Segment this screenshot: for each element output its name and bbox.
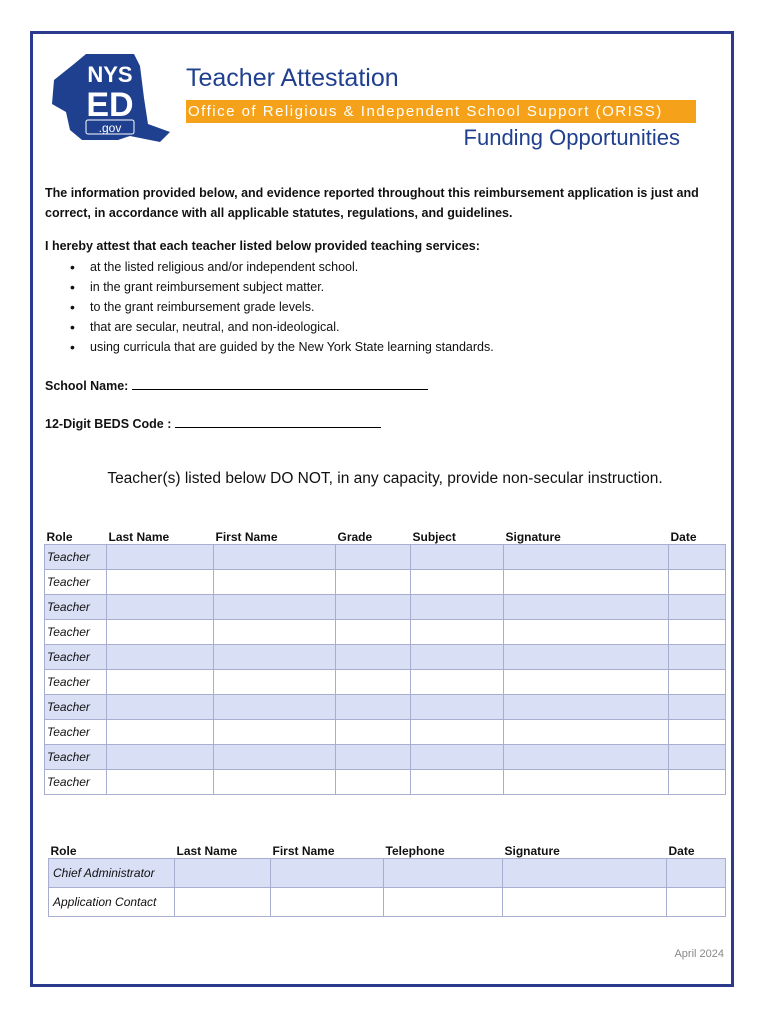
signature-field[interactable] xyxy=(504,545,669,570)
last-name-field[interactable] xyxy=(107,645,214,670)
subject-field[interactable] xyxy=(411,670,504,695)
table-row xyxy=(45,620,726,645)
subject-field[interactable] xyxy=(411,745,504,770)
role-cell: Teacher xyxy=(45,670,107,695)
date-field[interactable] xyxy=(669,545,726,570)
funding-subtitle: Funding Opportunities xyxy=(463,125,680,150)
signature-field[interactable] xyxy=(504,720,669,745)
school-name-label: School Name: xyxy=(45,379,129,393)
col-first-name: First Name xyxy=(272,844,335,858)
role-cell: Application Contact xyxy=(49,888,175,917)
date-field[interactable] xyxy=(669,745,726,770)
teacher-table xyxy=(44,526,726,795)
col-signature: Signature xyxy=(504,844,560,858)
col-grade: Grade xyxy=(337,530,373,544)
col-last-name: Last Name xyxy=(176,844,238,858)
signature-field[interactable] xyxy=(504,695,669,720)
last-name-field[interactable] xyxy=(107,770,214,795)
col-first-name: First Name xyxy=(215,530,278,544)
last-name-field[interactable] xyxy=(175,859,271,888)
grade-field[interactable] xyxy=(336,695,411,720)
intro-statement: The information provided below, and evidence reported throughout this reimbursement application is just and correct, in accordance with all applicable statutes, regulations, and guidelines. xyxy=(45,186,699,220)
table-row xyxy=(45,745,726,770)
col-role: Role xyxy=(46,530,73,544)
col-last-name: Last Name xyxy=(108,530,170,544)
admin-table xyxy=(48,840,726,917)
role-cell: Teacher xyxy=(45,720,107,745)
col-role: Role xyxy=(50,844,77,858)
signature-field[interactable] xyxy=(504,745,669,770)
date-field[interactable] xyxy=(669,695,726,720)
role-cell: Teacher xyxy=(45,645,107,670)
date-field[interactable] xyxy=(669,620,726,645)
first-name-field[interactable] xyxy=(214,620,336,645)
role-cell: Teacher xyxy=(45,620,107,645)
grade-field[interactable] xyxy=(336,670,411,695)
teacher-table-header xyxy=(45,526,726,545)
grade-field[interactable] xyxy=(336,745,411,770)
subject-field[interactable] xyxy=(411,570,504,595)
signature-field[interactable] xyxy=(504,770,669,795)
last-name-field[interactable] xyxy=(107,620,214,645)
subject-field[interactable] xyxy=(411,595,504,620)
logo-nys: NYS xyxy=(87,62,133,87)
school-name-field xyxy=(45,376,428,393)
grade-field[interactable] xyxy=(336,545,411,570)
last-name-field[interactable] xyxy=(107,670,214,695)
signature-field[interactable] xyxy=(504,645,669,670)
subject-field[interactable] xyxy=(411,545,504,570)
table-row xyxy=(45,720,726,745)
signature-field[interactable] xyxy=(504,570,669,595)
attest-item: • in the grant reimbursement subject matter. xyxy=(70,277,494,297)
non-secular-notice: Teacher(s) listed below DO NOT, in any capacity, provide non-secular instruction. xyxy=(107,470,663,487)
beds-code-label: 12-Digit BEDS Code : xyxy=(45,417,172,431)
table-row xyxy=(49,859,726,888)
first-name-field[interactable] xyxy=(271,888,384,917)
telephone-field[interactable] xyxy=(384,859,503,888)
first-name-field[interactable] xyxy=(214,595,336,620)
role-cell: Teacher xyxy=(45,545,107,570)
table-row xyxy=(45,770,726,795)
first-name-field[interactable] xyxy=(271,859,384,888)
col-date: Date xyxy=(670,530,697,544)
first-name-field[interactable] xyxy=(214,770,336,795)
table-row xyxy=(45,595,726,620)
first-name-field[interactable] xyxy=(214,745,336,770)
last-name-field[interactable] xyxy=(107,720,214,745)
table-row xyxy=(49,888,726,917)
table-row xyxy=(45,545,726,570)
first-name-field[interactable] xyxy=(214,720,336,745)
last-name-field[interactable] xyxy=(107,595,214,620)
role-cell: Teacher xyxy=(45,595,107,620)
subject-field[interactable] xyxy=(411,695,504,720)
date-field[interactable] xyxy=(667,859,726,888)
first-name-field[interactable] xyxy=(214,570,336,595)
date-field[interactable] xyxy=(669,770,726,795)
table-row xyxy=(45,670,726,695)
beds-code-input[interactable] xyxy=(175,414,381,428)
attest-lead: I hereby attest that each teacher listed below provided teaching services: xyxy=(45,239,480,253)
date-field[interactable] xyxy=(669,720,726,745)
table-row xyxy=(45,695,726,720)
first-name-field[interactable] xyxy=(214,545,336,570)
table-row xyxy=(45,570,726,595)
subject-field[interactable] xyxy=(411,770,504,795)
date-field[interactable] xyxy=(669,595,726,620)
attest-item: • at the listed religious and/or independent school. xyxy=(70,257,494,277)
role-cell: Teacher xyxy=(45,770,107,795)
attest-list xyxy=(70,257,494,357)
last-name-field[interactable] xyxy=(175,888,271,917)
subject-field[interactable] xyxy=(411,620,504,645)
col-date: Date xyxy=(668,844,695,858)
date-field[interactable] xyxy=(669,645,726,670)
col-telephone: Telephone xyxy=(385,844,445,858)
telephone-field[interactable] xyxy=(384,888,503,917)
last-name-field[interactable] xyxy=(107,545,214,570)
table-row xyxy=(45,645,726,670)
role-cell: Chief Administrator xyxy=(49,859,175,888)
grade-field[interactable] xyxy=(336,595,411,620)
beds-code-field xyxy=(45,414,381,431)
attest-item: • using curricula that are guided by the New York State learning standards. xyxy=(70,337,494,357)
signature-field[interactable] xyxy=(504,670,669,695)
role-cell: Teacher xyxy=(45,570,107,595)
first-name-field[interactable] xyxy=(214,645,336,670)
attest-item: • to the grant reimbursement grade levels. xyxy=(70,297,494,317)
role-cell: Teacher xyxy=(45,695,107,720)
col-signature: Signature xyxy=(505,530,561,544)
role-cell: Teacher xyxy=(45,745,107,770)
last-name-field[interactable] xyxy=(107,695,214,720)
grade-field[interactable] xyxy=(336,770,411,795)
last-name-field[interactable] xyxy=(107,570,214,595)
signature-field[interactable] xyxy=(504,595,669,620)
footer-date: April 2024 xyxy=(674,948,724,960)
grade-field[interactable] xyxy=(336,620,411,645)
admin-table-header xyxy=(49,840,726,859)
first-name-field[interactable] xyxy=(214,670,336,695)
last-name-field[interactable] xyxy=(107,745,214,770)
grade-field[interactable] xyxy=(336,645,411,670)
subject-field[interactable] xyxy=(411,645,504,670)
date-field[interactable] xyxy=(669,670,726,695)
office-subtitle: Office of Religious & Independent School Support (ORISS) xyxy=(186,100,696,123)
school-name-input[interactable] xyxy=(132,376,428,390)
first-name-field[interactable] xyxy=(214,695,336,720)
date-field[interactable] xyxy=(667,888,726,917)
signature-field[interactable] xyxy=(504,620,669,645)
signature-field[interactable] xyxy=(503,859,667,888)
logo-ed: ED xyxy=(86,86,134,124)
attest-item: • that are secular, neutral, and non-ideological. xyxy=(70,317,494,337)
logo-gov: .gov xyxy=(98,121,122,135)
date-field[interactable] xyxy=(669,570,726,595)
subject-field[interactable] xyxy=(411,720,504,745)
grade-field[interactable] xyxy=(336,720,411,745)
signature-field[interactable] xyxy=(503,888,667,917)
grade-field[interactable] xyxy=(336,570,411,595)
page-title: Teacher Attestation xyxy=(186,64,399,92)
nysed-logo xyxy=(48,52,172,148)
col-subject: Subject xyxy=(412,530,456,544)
